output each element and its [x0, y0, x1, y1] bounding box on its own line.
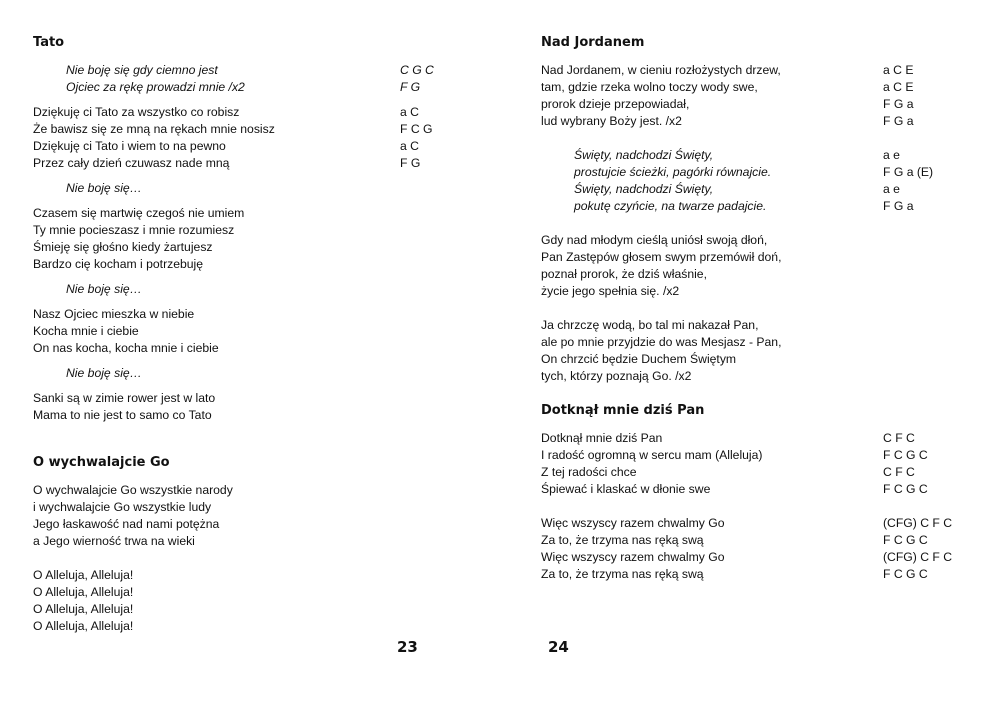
lyric-line: prorok dzieje przepowiadał, F G a [541, 97, 914, 111]
chords: F G a [883, 114, 914, 128]
lyric-line: Pan Zastępów głosem swym przemówił doń, [541, 250, 782, 264]
chords: F G a [883, 97, 914, 111]
lyric-line: O Alleluja, Alleluja! [33, 568, 134, 582]
chords: (CFG) C F C [883, 550, 953, 564]
chords: F C G C [883, 533, 928, 547]
lyric-line: Ja chrzczę wodą, bo tal mi nakazał Pan, [541, 318, 759, 332]
chords: F G [400, 80, 421, 94]
chords: a C E [883, 63, 914, 77]
lyric-line: tych, którzy poznają Go. /x2 [541, 369, 692, 383]
chords: F C G [400, 122, 433, 136]
chords: F G [400, 156, 421, 170]
lyric-line: tam, gdzie rzeka wolno toczy wody swe, a C E [541, 80, 914, 94]
lyric-line: Z tej radości chce C F C [541, 465, 915, 479]
lyric-line: Dotknął mnie dziś Pan C F C [541, 431, 915, 445]
lyric-line: I radość ogromną w sercu mam (Alleluja) F C G C [541, 448, 928, 462]
lyric-line: Kocha mnie i ciebie [33, 324, 139, 338]
lyric-line: Za to, że trzyma nas ręką swą F C G C [541, 567, 928, 581]
lyric-line: O wychwalajcie Go wszystkie narody [33, 483, 233, 497]
chords: F C G C [883, 482, 928, 496]
refrain-reference: Nie boję się… [66, 282, 142, 296]
lyric-line: Że bawisz się ze mną na rękach mnie nosisz F C G [33, 122, 433, 136]
chords: a C [400, 105, 419, 119]
lyric-line: Sanki są w zimie rower jest w lato [33, 391, 216, 405]
lyric-line: On chrzcić będzie Duchem Świętym [541, 352, 737, 366]
chords: a e [883, 148, 900, 162]
chords: C F C [883, 465, 915, 479]
lyric-line: Bardzo cię kocham i potrzebuję [33, 257, 204, 271]
lyric-line: Ty mnie pocieszasz i mnie rozumiesz [33, 223, 235, 237]
lyric-line: Za to, że trzyma nas ręką swą F C G C [541, 533, 928, 547]
lyric-line: pokutę czyńcie, na twarze padajcie. F G a [574, 199, 914, 213]
lyric-line: Więc wszyscy razem chwalmy Go (CFG) C F C [541, 516, 953, 530]
song-title-o-wychwalajcie-go: O wychwalajcie Go [33, 455, 170, 470]
chords: a C E [883, 80, 914, 94]
lyric-line: Święty, nadchodzi Święty, a e [574, 182, 900, 196]
lyric-line: O Alleluja, Alleluja! [33, 585, 134, 599]
lyric-line: Czasem się martwię czegoś nie umiem [33, 206, 245, 220]
chords: F G a (E) [883, 165, 934, 179]
lyric-line: Więc wszyscy razem chwalmy Go (CFG) C F C [541, 550, 953, 564]
lyric-line: Dziękuję ci Tato i wiem to na pewno a C [33, 139, 419, 153]
chords: a e [883, 182, 900, 196]
song-title-nad-jordanem: Nad Jordanem [541, 35, 645, 50]
right-page [541, 34, 961, 583]
left-page [33, 34, 463, 635]
refrain-reference: Nie boję się… [66, 366, 142, 380]
page-number-left: 23 [397, 638, 418, 656]
chords: a C [400, 139, 419, 153]
lyric-line: Ojciec za rękę prowadzi mnie /x2 F G [66, 80, 421, 94]
lyric-line: prostujcie ścieżki, pagórki równajcie. F G a (E) [574, 165, 934, 179]
song-title-tato: Tato [33, 35, 65, 50]
chords: C G C [400, 63, 434, 77]
lyric-line: O Alleluja, Alleluja! [33, 602, 134, 616]
lyric-line: Nasz Ojciec mieszka w niebie [33, 307, 195, 321]
lyric-line: Śpiewać i klaskać w dłonie swe F C G C [541, 482, 928, 496]
lyric-line: Jego łaskawość nad nami potężna [33, 517, 220, 531]
lyric-line: Gdy nad młodym cieślą uniósł swoją dłoń, [541, 233, 768, 247]
song-title-dotknal-mnie-dzis-pan: Dotknął mnie dziś Pan [541, 403, 705, 418]
refrain-reference: Nie boję się… [66, 181, 142, 195]
lyric-line: Śmieję się głośno kiedy żartujesz [33, 240, 213, 254]
lyric-line: poznał prorok, że dziś właśnie, [541, 267, 707, 281]
lyric-line: ale po mnie przyjdzie do was Mesjasz - Pan, [541, 335, 782, 349]
chords: (CFG) C F C [883, 516, 953, 530]
lyric-line: On nas kocha, kocha mnie i ciebie [33, 341, 219, 355]
chords: F G a [883, 199, 914, 213]
chords: C F C [883, 431, 915, 445]
lyric-line: Nie boję się gdy ciemno jest C G C [66, 63, 434, 77]
lyric-line: lud wybrany Boży jest. /x2 F G a [541, 114, 914, 128]
page-number-right: 24 [548, 638, 569, 656]
lyric-line: Święty, nadchodzi Święty, a e [574, 148, 900, 162]
lyric-line: Przez cały dzień czuwasz nade mną F G [33, 156, 421, 170]
chords: F C G C [883, 448, 928, 462]
lyric-line: i wychwalajcie Go wszystkie ludy [33, 500, 212, 514]
lyric-line: życie jego spełnia się. /x2 [541, 284, 680, 298]
lyric-line: Mama to nie jest to samo co Tato [33, 408, 212, 422]
lyric-line: Dziękuję ci Tato za wszystko co robisz a C [33, 105, 419, 119]
lyric-line: a Jego wierność trwa na wieki [33, 534, 195, 548]
chords: F C G C [883, 567, 928, 581]
lyric-line: Nad Jordanem, w cieniu rozłożystych drzew, a C E [541, 63, 914, 77]
lyric-line: O Alleluja, Alleluja! [33, 619, 134, 633]
